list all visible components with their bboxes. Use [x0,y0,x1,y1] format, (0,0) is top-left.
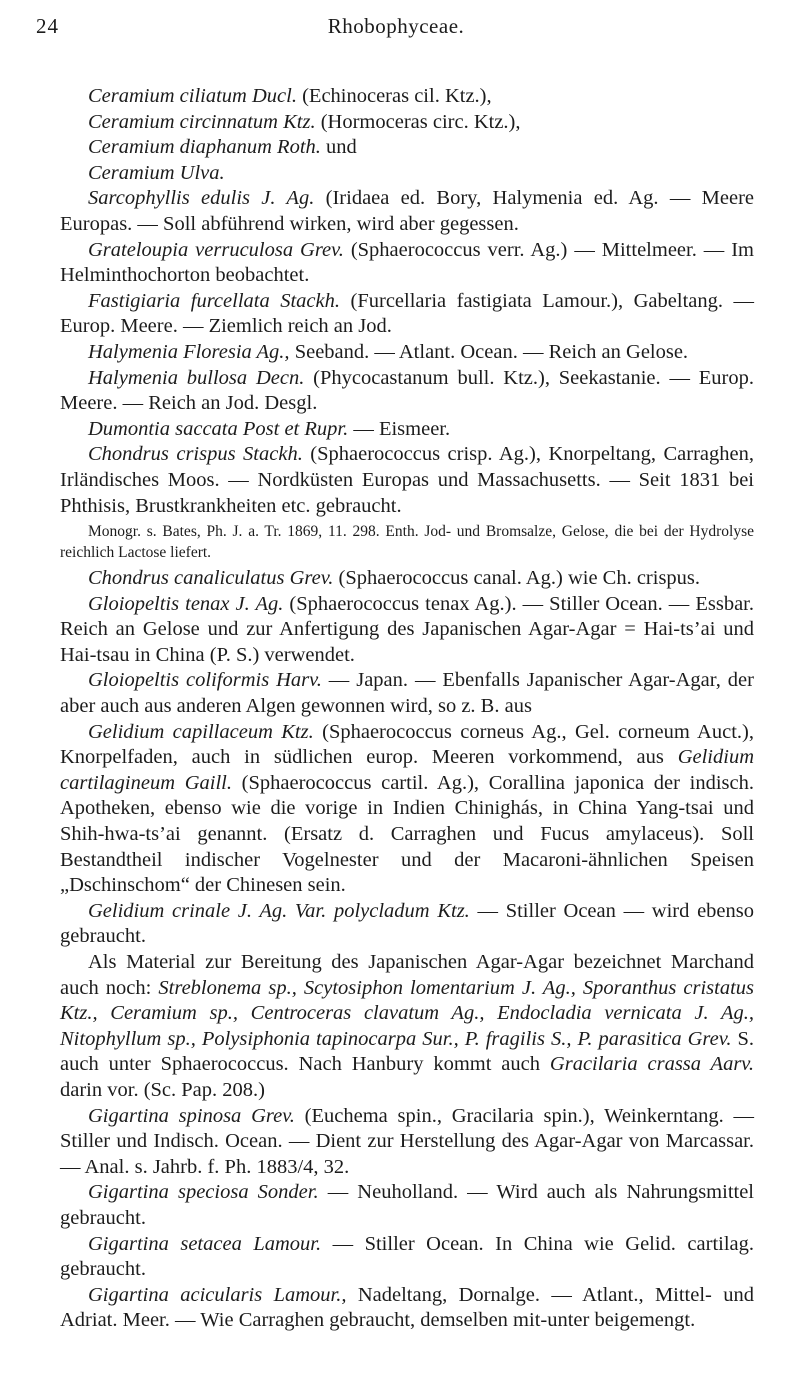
entry-paragraph [60,238,754,289]
entry-text: (Euchema spin., Gracilaria spin.), Weinkerntang. — Stiller und Indisch. Ocean. — Dient zur Herstellung des Agar-Agar von Marcassar. — Anal. s. Jahrb. f. Ph. 1883/4, 32. [60,1104,755,1178]
entry-paragraph [60,1232,754,1283]
entry-paragraph [60,899,754,950]
entry-text: (Echinoceras cil. Ktz.), [296,85,492,107]
entry-text: Monogr. s. Bates, Ph. J. a. Tr. 1869, 11. 298. Enth. Jod- und Bromsalze, Gelose, die bei der Hydrolyse reichlich Lactose liefert. [60,523,754,562]
entry-text: (Sphaerococcus crisp. Ag.), Knorpeltang, Carraghen, Irländisches Moos. — Nordküsten Europas und Massachusetts. — Seit 1831 bei Phthisis, Brustkrankheiten etc. gebraucht. [60,443,754,517]
entry-paragraph [60,566,754,592]
species-name: Gloiopeltis coliformis Harv. [88,669,322,692]
entry-paragraph [60,720,754,899]
species-name: Gelidium capillaceum Ktz. [88,720,314,743]
footnote-paragraph [60,521,754,563]
species-name: Streblonema sp., Scytosiphon lomentarium J. Ag., Sporanthus cristatus Ktz., Ceramium sp., Centroceras clavatum Ag., Endocladia vernicata J. Ag., Nitophyllum sp., Polysiphonia tapinocarpa Sur., P. fragilis S., P. parasitica Grev. [60,976,755,1050]
species-name: Grateloupia verruculosa Grev. [88,238,344,261]
entry-paragraph [60,950,754,1104]
species-name: Ceramium Ulva. [88,161,225,184]
entry-paragraph [60,1180,754,1231]
entry-paragraph [60,340,754,366]
species-name: Gloiopeltis tenax J. Ag. [88,592,284,615]
entry-text: — Stiller Ocean. In China wie Gelid. cartilag. gebraucht. [60,1232,755,1281]
species-name: Gigartina spinosa Grev. [88,1104,295,1127]
entry-text: Nadeltang, Dornalge. — Atlant., Mittel- und Adriat. Meer. — Wie Carraghen gebraucht, demselben mit-unter beigemengt. [60,1283,754,1332]
entry-text: (Furcellaria fastigiata Lamour.), Gabeltang. — Europ. Meere. — Ziemlich reich an Jod. [60,289,754,338]
page-header [36,14,756,44]
entry-paragraph [60,186,754,237]
entry-paragraph [60,366,754,417]
entry-text: (Sphaerococcus tenax Ag.). — Stiller Ocean. — Essbar. Reich an Gelose und zur Anfertigung des Japanischen Agar-Agar = Hai-ts’ai und Hai-tsau in China (P. S.) verwendet. [60,592,754,666]
entry-text: — Japan. — Ebenfalls Japanischer Agar-Agar, der aber auch aus anderen Algen gewonnen wird, so z. B. aus [60,669,754,718]
entry-text: S. auch unter Sphaerococcus. Nach Hanbury kommt auch [60,1027,754,1076]
entry-text: (Sphaerococcus canal. Ag.) wie Ch. crispus. [333,567,701,590]
entry-paragraph [60,668,754,719]
entry-text: (Sphaerococcus corneus Ag., Gel. corneum Auct.), Knorpelfaden, auch in südlichen europ. Meeren vorkommend, aus [60,720,754,769]
entry-text: und [320,136,357,159]
species-name: Fastigiaria furcellata Stackh. [88,289,340,312]
entry-text: (Hormoceras circ. Ktz.), [315,110,521,133]
species-name: Gelidium cartilagineum Gaill. [60,746,754,794]
entry-paragraph [60,110,754,136]
species-name: Halymenia Floresia Ag., [88,340,290,363]
entry-text: — Stiller Ocean — wird ebenso gebraucht. [60,899,754,948]
entry-text: — Neuholland. — Wird auch als Nahrungsmittel gebraucht. [60,1181,755,1229]
entry-text: (Sphaerococcus cartil. Ag.), Corallina japonica der indisch. Apotheken, ebenso wie die vorige in Indien Chinighás, in China Yang-tsai und Shih-hwa-ts’ai genannt. (Ersatz d. Carraghen und Fucus amylaceus). Soll Bestandtheil indischer Vogelnester und der Macaroni-ähnlichen Speisen „Dschinschom“ der Chinesen sein. [60,771,754,897]
running-title: Rhobophyceae. [327,14,465,38]
entry-paragraph [60,161,754,187]
entry-paragraph [60,84,754,110]
species-name: Gracilaria crassa Aarv. [549,1053,754,1076]
species-name: Dumontia saccata Post et Rupr. [88,417,349,440]
entry-text: (Sphaerococcus verr. Ag.) — Mittelmeer. — Im Helminthochorton beobachtet. [60,238,755,287]
species-name: Gigartina speciosa Sonder. [88,1181,319,1204]
entry-paragraph [60,135,754,161]
species-name: Gelidium crinale J. Ag. Var. polycladum Ktz. [88,899,470,922]
entry-text: (Iridaea ed. Bory, Halymenia ed. Ag. — Meere Europas. — Soll abführend wirken, wird aber gegessen. [60,187,754,235]
entry-text: Seeband. — Atlant. Ocean. — Reich an Gelose. [289,340,689,363]
species-name: Gigartina acicularis Lamour., [88,1283,347,1306]
species-name: Chondrus canaliculatus Grev. [88,567,334,590]
species-name: Chondrus crispus Stackh. [88,443,303,466]
entry-text: (Phycocastanum bull. Ktz.), Seekastanie. — Europ. Meere. — Reich an Jod. Desgl. [60,366,754,415]
entry-text: — Eismeer. [348,417,451,440]
entry-paragraph [60,417,754,443]
entry-paragraph [60,1283,754,1334]
entry-paragraph [60,289,754,340]
species-name: Halymenia bullosa Decn. [88,366,305,389]
entry-paragraph [60,1104,754,1181]
entry-text: darin vor. (Sc. Pap. 208.) [60,1078,265,1101]
entry-text: Als Material zur Bereitung des Japanischen Agar-Agar bezeichnet Marchand auch noch: [60,951,754,999]
species-name: Ceramium diaphanum Roth. [88,136,321,159]
species-name: Ceramium circinnatum Ktz. [88,110,316,133]
entry-paragraph [60,592,754,669]
page-body [60,84,754,1334]
page-number: 24 [36,14,59,38]
entry-paragraph [60,442,754,519]
species-name: Sarcophyllis edulis J. Ag. [88,187,315,210]
species-name: Gigartina setacea Lamour. [88,1232,322,1255]
species-name: Ceramium ciliatum Ducl. [88,85,297,107]
